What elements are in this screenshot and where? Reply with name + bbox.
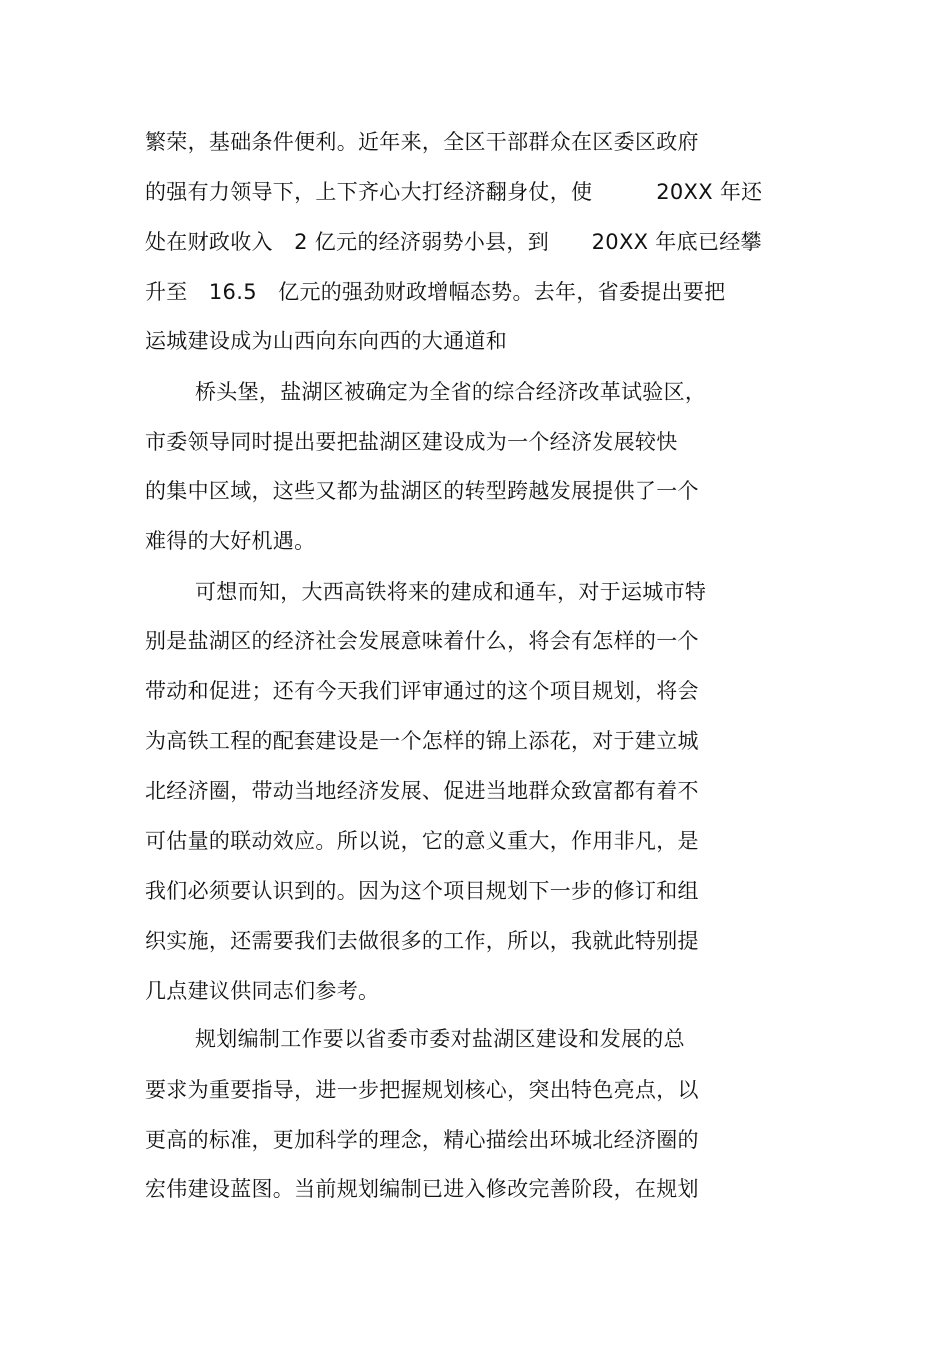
text-line: 可想而知，大西高铁将来的建成和通车，对于运城市特 <box>195 580 707 604</box>
text-line: 要求为重要指导，进一步把握规划核心，突出特色亮点，以 <box>145 1078 699 1102</box>
text-line: 运城建设成为山西向东向西的大通道和 <box>145 329 508 353</box>
text-line: 为高铁工程的配套建设是一个怎样的锦上添花，对于建立城 <box>145 729 699 753</box>
text-line: 市委领导同时提出要把盐湖区建设成为一个经济发展较快 <box>145 430 678 454</box>
text-line: 北经济圈，带动当地经济发展、促进当地群众致富都有着不 <box>145 779 699 803</box>
text-line: 可估量的联动效应。所以说，它的意义重大，作用非凡，是 <box>145 829 699 853</box>
text-line: 规划编制工作要以省委市委对盐湖区建设和发展的总 <box>195 1027 685 1051</box>
text-line: 难得的大好机遇。 <box>145 529 316 553</box>
text-line: 织实施，还需要我们去做很多的工作，所以，我就此特别提 <box>145 929 699 953</box>
text-line: 的集中区域，这些又都为盐湖区的转型跨越发展提供了一个 <box>145 479 699 503</box>
text-line: 升至 16.5 亿元的强劲财政增幅态势。去年，省委提出要把 <box>145 280 726 304</box>
text-line: 宏伟建设蓝图。当前规划编制已进入修改完善阶段，在规划 <box>145 1177 699 1201</box>
text-line: 更高的标准，更加科学的理念，精心描绘出环城北经济圈的 <box>145 1128 699 1152</box>
text-line: 繁荣，基础条件便利。近年来，全区干部群众在区委区政府 <box>145 130 699 154</box>
text-line: 带动和促进；还有今天我们评审通过的这个项目规划，将会 <box>145 679 699 703</box>
text-line: 处在财政收入 2 亿元的经济弱势小县，到 20XX 年底已经攀 <box>145 230 762 254</box>
text-line: 的强有力领导下，上下齐心大打经济翻身仗，使 20XX 年还 <box>145 180 763 204</box>
text-line: 别是盐湖区的经济社会发展意味着什么，将会有怎样的一个 <box>145 629 699 653</box>
text-line: 桥头堡，盐湖区被确定为全省的综合经济改革试验区， <box>195 380 707 404</box>
text-line: 几点建议供同志们参考。 <box>145 979 380 1003</box>
text-line: 我们必须要认识到的。因为这个项目规划下一步的修订和组 <box>145 879 699 903</box>
